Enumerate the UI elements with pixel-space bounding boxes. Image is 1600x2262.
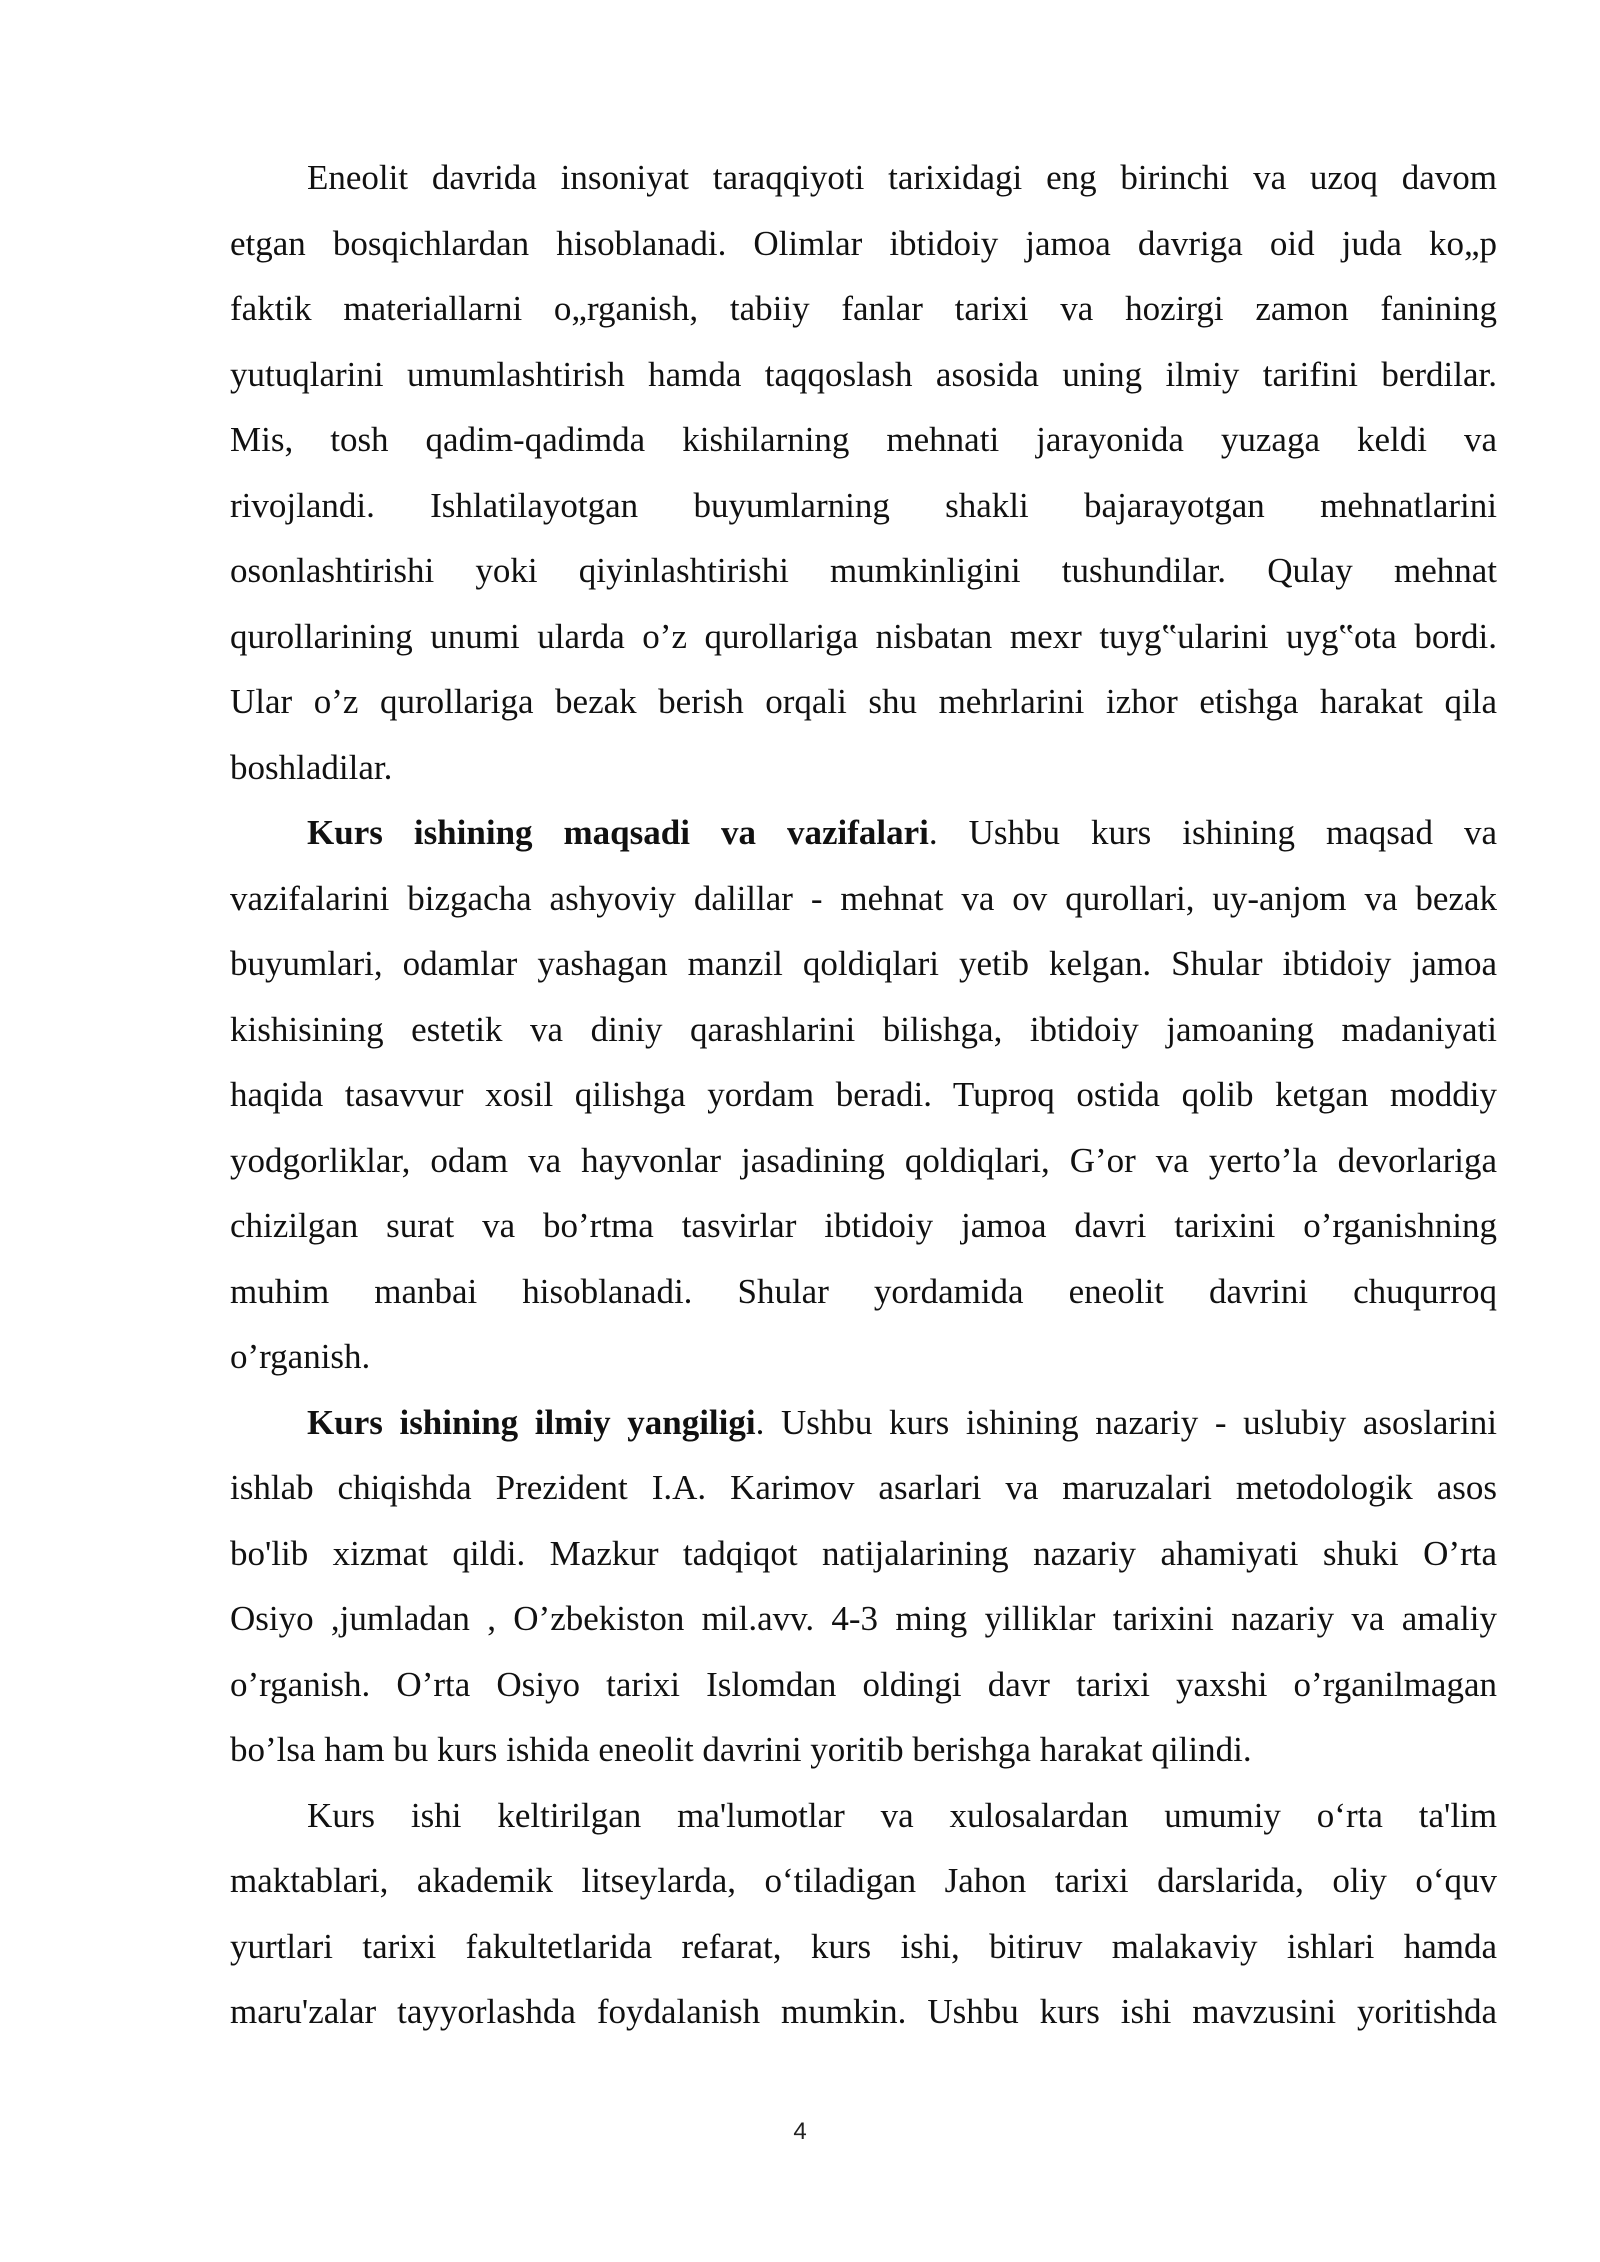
text-line: haqida tasavvur xosil qilishga yordam beradi. Tuproq ostida qolib ketgan moddiy (230, 1075, 1497, 1114)
text-line: o’rganish. (230, 1337, 371, 1376)
page-number: 4 (793, 2118, 807, 2145)
text-line: muhim manbai hisoblanadi. Shular yordamida eneolit davrini chuqurroq (230, 1271, 1497, 1311)
text-line: vazifalarini bizgacha ashyoviy dalillar - mehnat va ov qurollari, uy-anjom va bezak (230, 878, 1497, 918)
section-heading-novelty: Kurs ishining ilmiy yangiligi (307, 1402, 756, 1442)
text-fragment: . Ushbu kurs ishining maqsad va (928, 813, 1497, 852)
text-line: ishlab chiqishda Prezident I.A. Karimov asarlari va maruzalari metodologik asos (230, 1468, 1497, 1507)
text-line (230, 1390, 1497, 1456)
text-line: yutuqlarini umumlashtirish hamda taqqoslash asosida uning ilmiy tarifini berdilar. (230, 354, 1497, 394)
text-line: qurollarining unumi ularda o’z qurollariga nisbatan mexr tuyg‟ularini uyg‟ota bordi. (230, 616, 1497, 656)
paragraph-intro (230, 145, 1497, 800)
text-line: buyumlari, odamlar yashagan manzil qoldiqlari yetib kelgan. Shular ibtidoiy jamoa (230, 944, 1497, 983)
text-line: maru'zalar tayyorlashda foydalanish mumkin. Ushbu kurs ishi mavzusini yoritishda (230, 1992, 1497, 2031)
text-line (230, 800, 1497, 866)
paragraph-novelty (230, 1390, 1497, 1783)
text-line: faktik materiallarni o„rganish, tabiiy fanlar tarixi va hozirgi zamon fanining (230, 289, 1497, 328)
text-line: osonlashtirishi yoki qiyinlashtirishi mumkinligini tushundilar. Qulay mehnat (230, 551, 1497, 590)
text-line: yodgorliklar, odam va hayvonlar jasadining qoldiqlari, G’or va yerto’la devorlariga (230, 1140, 1497, 1180)
text-line: Ular o’z qurollariga bezak berish orqali shu mehrlarini izhor etishga harakat qila (230, 682, 1497, 721)
text-line: maktablari, akademik litseylarda, o‘tiladigan Jahon tarixi darslarida, oliy o‘quv (230, 1861, 1497, 1900)
text-line: chizilgan surat va bo’rtma tasvirlar ibtidoiy jamoa davri tarixini o’rganishning (230, 1206, 1497, 1245)
text-line: etgan bosqichlardan hisoblanadi. Olimlar ibtidoiy jamoa davriga oid juda ko„p (230, 223, 1497, 263)
section-heading-goals: Kurs ishining maqsadi va vazifalari (307, 813, 929, 852)
text-line: bo’lsa ham bu kurs ishida eneolit davrini yoritib berishga harakat qilindi. (230, 1730, 1252, 1769)
paragraph-application (230, 1783, 1497, 2045)
text-line: Kurs ishi keltirilgan ma'lumotlar va xulosalardan umumiy o‘rta ta'lim (307, 1795, 1497, 1835)
text-line: boshladilar. (230, 747, 393, 787)
text-line: bo'lib xizmat qildi. Mazkur tadqiqot natijalarining nazariy ahamiyati shuki O’rta (230, 1533, 1497, 1573)
text-fragment: . Ushbu kurs ishining nazariy - uslubiy asoslarini (755, 1402, 1497, 1442)
text-line: Eneolit davrida insoniyat taraqqiyoti tarixidagi eng birinchi va uzoq davom (307, 158, 1497, 197)
paragraph-goals (230, 800, 1497, 1390)
text-line: rivojlandi. Ishlatilayotgan buyumlarning shakli bajarayotgan mehnatlarini (230, 485, 1497, 525)
text-line: o’rganish. O’rta Osiyo tarixi Islomdan oldingi davr tarixi yaxshi o’rganilmagan (230, 1664, 1497, 1704)
text-line: Osiyo ,jumladan , O’zbekiston mil.avv. 4-3 ming yilliklar tarixini nazariy va amaliy (230, 1599, 1497, 1638)
text-line: yurtlari tarixi fakultetlarida refarat, kurs ishi, bitiruv malakaviy ishlari hamda (230, 1926, 1497, 1966)
text-line: Mis, tosh qadim-qadimda kishilarning mehnati jarayonida yuzaga keldi va (230, 420, 1497, 459)
document-body (230, 145, 1497, 2045)
text-line: kishisining estetik va diniy qarashlarini bilishga, ibtidoiy jamoaning madaniyati (230, 1009, 1497, 1049)
